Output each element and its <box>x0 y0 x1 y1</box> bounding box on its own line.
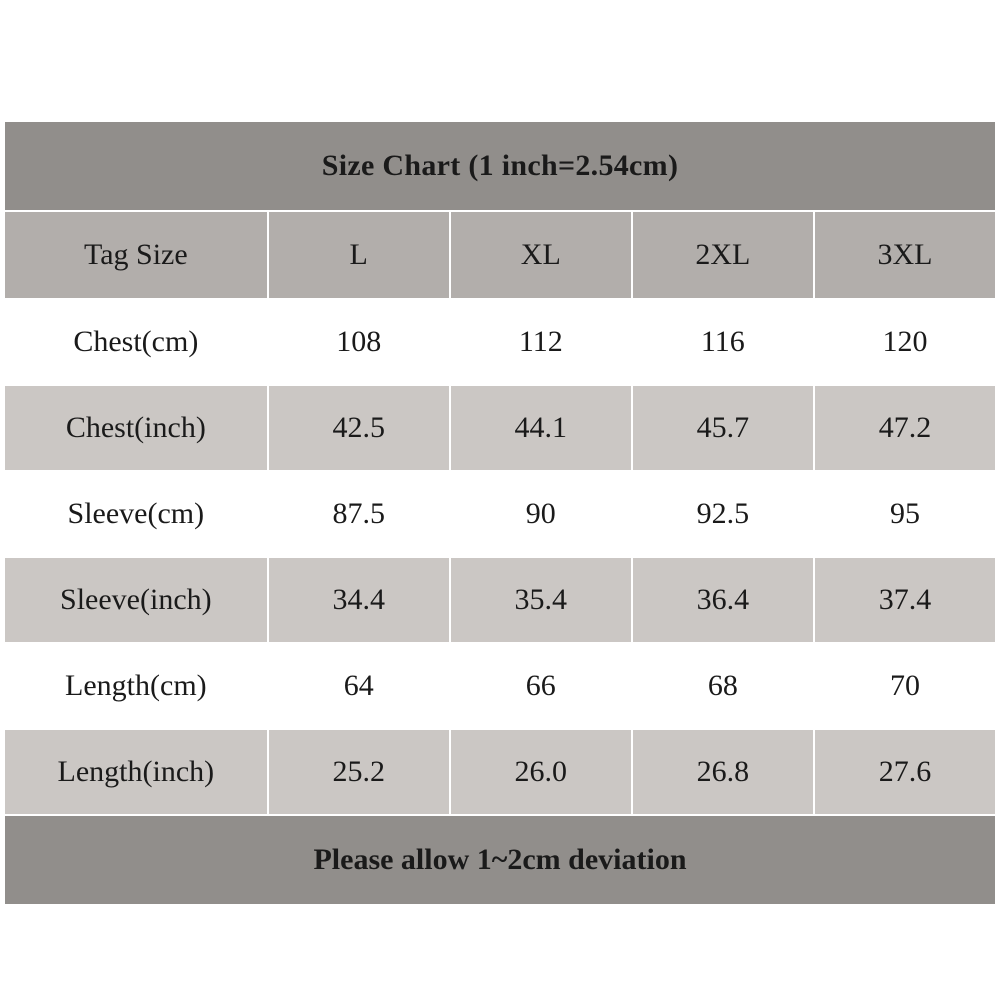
table-row <box>4 557 996 643</box>
cell-chest-cm-3xl: 120 <box>814 299 996 385</box>
cell-length-cm-3xl: 70 <box>814 643 996 729</box>
cell-sleeve-cm-3xl: 95 <box>814 471 996 557</box>
cell-length-cm-2xl: 68 <box>632 643 814 729</box>
table-row <box>4 385 996 471</box>
row-label-sleeve-cm: Sleeve(cm) <box>4 471 268 557</box>
title-row <box>4 121 996 211</box>
cell-length-cm-xl: 66 <box>450 643 632 729</box>
row-label-chest-cm: Chest(cm) <box>4 299 268 385</box>
header-size-l: L <box>268 211 450 299</box>
table-row <box>4 643 996 729</box>
cell-chest-inch-xl: 44.1 <box>450 385 632 471</box>
cell-chest-inch-l: 42.5 <box>268 385 450 471</box>
row-label-length-cm: Length(cm) <box>4 643 268 729</box>
row-label-sleeve-inch: Sleeve(inch) <box>4 557 268 643</box>
cell-sleeve-inch-xl: 35.4 <box>450 557 632 643</box>
cell-length-inch-2xl: 26.8 <box>632 729 814 815</box>
size-chart-table <box>3 120 997 906</box>
chart-title: Size Chart (1 inch=2.54cm) <box>4 121 996 211</box>
table-header-row <box>4 211 996 299</box>
cell-sleeve-cm-xl: 90 <box>450 471 632 557</box>
cell-length-inch-3xl: 27.6 <box>814 729 996 815</box>
header-size-2xl: 2XL <box>632 211 814 299</box>
cell-sleeve-inch-3xl: 37.4 <box>814 557 996 643</box>
cell-chest-cm-l: 108 <box>268 299 450 385</box>
cell-length-cm-l: 64 <box>268 643 450 729</box>
row-label-length-inch: Length(inch) <box>4 729 268 815</box>
cell-chest-inch-2xl: 45.7 <box>632 385 814 471</box>
cell-sleeve-cm-l: 87.5 <box>268 471 450 557</box>
cell-sleeve-cm-2xl: 92.5 <box>632 471 814 557</box>
cell-length-inch-l: 25.2 <box>268 729 450 815</box>
header-tag-size: Tag Size <box>4 211 268 299</box>
cell-chest-cm-2xl: 116 <box>632 299 814 385</box>
note-row <box>4 815 996 905</box>
deviation-note: Please allow 1~2cm deviation <box>4 815 996 905</box>
cell-sleeve-inch-2xl: 36.4 <box>632 557 814 643</box>
cell-chest-inch-3xl: 47.2 <box>814 385 996 471</box>
header-size-3xl: 3XL <box>814 211 996 299</box>
table-row <box>4 299 996 385</box>
row-label-chest-inch: Chest(inch) <box>4 385 268 471</box>
cell-chest-cm-xl: 112 <box>450 299 632 385</box>
header-size-xl: XL <box>450 211 632 299</box>
table-row <box>4 729 996 815</box>
cell-sleeve-inch-l: 34.4 <box>268 557 450 643</box>
table-row <box>4 471 996 557</box>
cell-length-inch-xl: 26.0 <box>450 729 632 815</box>
size-chart-container <box>3 120 997 880</box>
